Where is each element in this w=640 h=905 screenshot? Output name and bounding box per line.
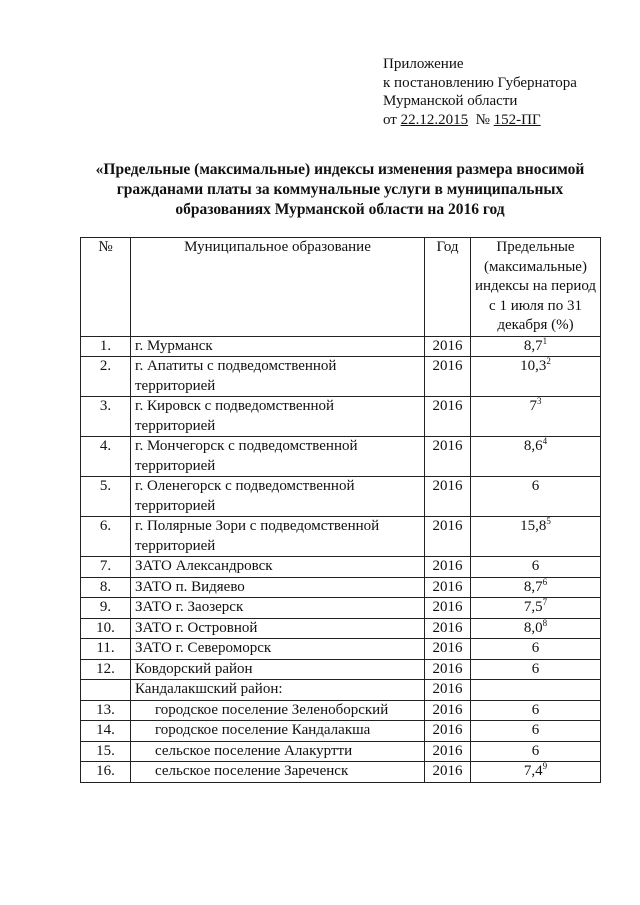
year-cell: 2016 (425, 336, 471, 357)
year-cell: 2016 (425, 700, 471, 721)
table-body (81, 336, 601, 782)
table-row (81, 336, 601, 357)
municipality-name: сельское поселение Зареченск (155, 763, 349, 779)
municipality-name-cont: территорией (135, 377, 216, 394)
index-cell (471, 618, 601, 639)
municipality-cell (131, 598, 425, 619)
index-value: 8,7 (523, 578, 543, 595)
header-number: № (81, 238, 131, 337)
municipality-cell (131, 557, 425, 578)
row-number: 10. (81, 618, 131, 639)
footnote-marker: 8 (542, 617, 548, 628)
footnote-marker: 2 (546, 356, 551, 366)
title-line: гражданами платы за коммунальные услуги в муниципальных (116, 181, 564, 198)
municipality-name: Ковдорский район (135, 660, 253, 677)
year-cell: 2016 (425, 477, 471, 517)
municipality-cell (131, 680, 425, 701)
municipality-name: ЗАТО г. Североморск (135, 640, 272, 656)
index-value: 6 (531, 558, 540, 574)
table-row (81, 762, 601, 783)
footnote-marker: 1 (542, 335, 548, 346)
table-row (81, 357, 601, 397)
municipality-name-cont: территорией (135, 497, 216, 514)
table-row (81, 721, 601, 742)
footnote-marker: 3 (537, 396, 542, 406)
table-row (81, 618, 601, 639)
index-cell (471, 598, 601, 619)
year-cell: 2016 (425, 680, 471, 701)
header-municipality: Муниципальное образование (131, 238, 425, 337)
index-cell (471, 680, 601, 701)
row-number: 4. (81, 437, 131, 477)
municipality-name: г. Кировск с подведомственной (135, 398, 335, 414)
index-cell (471, 741, 601, 762)
table-row (81, 741, 601, 762)
municipality-name: сельское поселение Алакуртти (155, 742, 353, 759)
table-row (81, 437, 601, 477)
table-header-row (81, 238, 601, 337)
row-number: 11. (81, 639, 131, 660)
municipality-name: г. Мончегорск с подведомственной (135, 438, 358, 454)
index-value: 6 (531, 640, 540, 656)
index-value: 6 (531, 660, 540, 677)
municipality-cell (131, 577, 425, 598)
index-value: 7,5 (523, 599, 543, 615)
municipality-name: ЗАТО п. Видяево (135, 578, 245, 595)
municipality-cell (131, 437, 425, 477)
municipality-name: г. Апатиты с подведомственной (135, 358, 337, 374)
municipality-name-cont: территорией (135, 537, 216, 554)
municipality-name-cont: территорией (135, 457, 216, 474)
row-number: 14. (81, 721, 131, 742)
index-cell (471, 517, 601, 557)
row-number: 12. (81, 659, 131, 680)
footnote-marker: 6 (542, 576, 548, 587)
index-cell (471, 336, 601, 357)
municipality-cell (131, 762, 425, 783)
index-value: 7,4 (523, 763, 543, 779)
municipality-cell (131, 618, 425, 639)
year-cell: 2016 (425, 557, 471, 578)
appendix-line: Приложение (383, 56, 464, 72)
year-cell: 2016 (425, 357, 471, 397)
municipality-cell (131, 357, 425, 397)
footnote-marker: 5 (546, 516, 551, 526)
table-row (81, 397, 601, 437)
index-cell (471, 762, 601, 783)
table-row (81, 639, 601, 660)
table-row (81, 659, 601, 680)
table-row (81, 598, 601, 619)
row-number: 15. (81, 741, 131, 762)
municipality-name: Кандалакшский район: (135, 681, 283, 697)
row-number: 7. (81, 557, 131, 578)
index-cell (471, 577, 601, 598)
index-value: 8,0 (523, 619, 543, 636)
municipality-cell (131, 517, 425, 557)
appendix-line: к постановлению Губернатора (383, 74, 577, 91)
index-value: 7 (529, 398, 537, 414)
header-index: Предельные (максимальные) индексы на период с 1 июля по 31 декабря (%) (471, 238, 601, 337)
index-cell (471, 357, 601, 397)
appendix-line: Мурманской области (383, 93, 518, 109)
decree-number: 152-ПГ (493, 111, 541, 128)
table-row (81, 517, 601, 557)
indices-table (80, 237, 601, 783)
year-cell: 2016 (425, 741, 471, 762)
index-cell (471, 700, 601, 721)
municipality-cell (131, 336, 425, 357)
row-number: 8. (81, 577, 131, 598)
decree-date: 22.12.2015 (400, 111, 469, 128)
index-value: 6 (531, 742, 540, 759)
year-cell: 2016 (425, 397, 471, 437)
year-cell: 2016 (425, 721, 471, 742)
municipality-name: городское поселение Зеленоборский (155, 701, 389, 718)
row-number: 6. (81, 517, 131, 557)
municipality-name-cont: территорией (135, 417, 216, 434)
index-cell (471, 477, 601, 517)
index-cell (471, 721, 601, 742)
year-cell: 2016 (425, 618, 471, 639)
municipality-cell (131, 639, 425, 660)
footnote-marker: 9 (542, 761, 548, 771)
row-number: 3. (81, 397, 131, 437)
year-cell: 2016 (425, 639, 471, 660)
appendix-date-line (383, 111, 577, 130)
index-value: 6 (531, 701, 540, 718)
table-row (81, 680, 601, 701)
index-value: 8,7 (523, 337, 543, 354)
municipality-cell (131, 741, 425, 762)
year-cell: 2016 (425, 762, 471, 783)
appendix-block (383, 55, 577, 129)
index-value: 8,6 (523, 438, 543, 454)
municipality-cell (131, 700, 425, 721)
row-number: 9. (81, 598, 131, 619)
municipality-name: г. Мурманск (135, 337, 213, 354)
index-value: 6 (531, 722, 540, 738)
index-cell (471, 639, 601, 660)
year-cell: 2016 (425, 517, 471, 557)
municipality-name: ЗАТО Александровск (135, 558, 273, 574)
table-row (81, 477, 601, 517)
table-row (81, 557, 601, 578)
municipality-name: г. Полярные Зори с подведомственной (135, 518, 380, 534)
index-cell (471, 659, 601, 680)
municipality-cell (131, 659, 425, 680)
date-prefix: от (383, 111, 397, 128)
row-number: 5. (81, 477, 131, 517)
row-number: 2. (81, 357, 131, 397)
year-cell: 2016 (425, 598, 471, 619)
year-cell: 2016 (425, 659, 471, 680)
municipality-name: ЗАТО г. Островной (135, 619, 258, 636)
municipality-name: городское поселение Кандалакша (155, 722, 371, 738)
table-row (81, 700, 601, 721)
row-number (81, 680, 131, 701)
municipality-cell (131, 397, 425, 437)
index-cell (471, 437, 601, 477)
row-number: 13. (81, 700, 131, 721)
index-value: 15,8 (520, 518, 547, 534)
document-title (70, 160, 610, 220)
year-cell: 2016 (425, 577, 471, 598)
header-year: Год (425, 238, 471, 337)
municipality-name: ЗАТО г. Заозерск (135, 599, 244, 615)
index-cell (471, 557, 601, 578)
index-value: 6 (531, 478, 540, 494)
index-value: 10,3 (520, 358, 547, 374)
footnote-marker: 7 (542, 597, 548, 607)
footnote-marker: 4 (542, 436, 548, 446)
title-line: образованиях Мурманской области на 2016 год (175, 201, 505, 218)
year-cell: 2016 (425, 437, 471, 477)
municipality-name: г. Оленегорск с подведомственной (135, 478, 355, 494)
row-number: 1. (81, 336, 131, 357)
table-row (81, 577, 601, 598)
title-line: «Предельные (максимальные) индексы изменения размера вносимой (95, 161, 585, 178)
index-cell (471, 397, 601, 437)
municipality-cell (131, 477, 425, 517)
row-number: 16. (81, 762, 131, 783)
municipality-cell (131, 721, 425, 742)
number-prefix: № (475, 111, 490, 128)
